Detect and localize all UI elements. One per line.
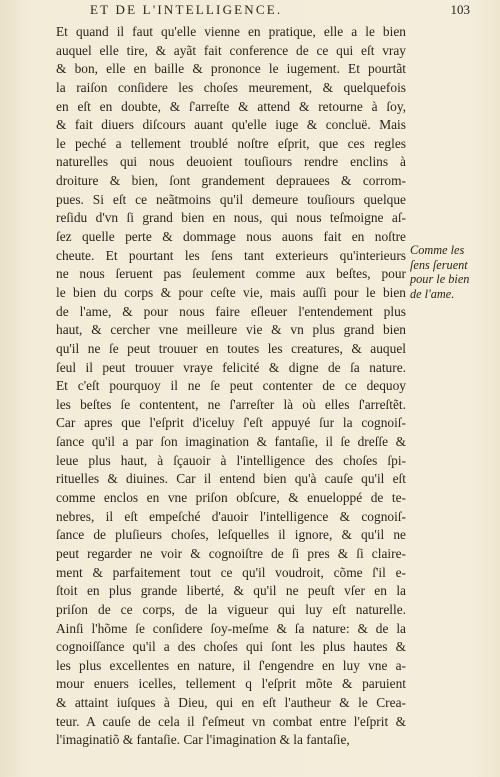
text-line: ſance de pluſieurs choſes, leſquelles il ignore, & qu'il ne bbox=[56, 527, 406, 543]
text-line: auquel elle tire, & ayãt fait conference de ce qui eſt vray bbox=[56, 42, 406, 58]
text-line: Et c'eſt pourquoy il ne ſe peut contenter de ce dequoy bbox=[56, 378, 406, 394]
text-line: Car apres que l'eſprit d'iceluy ſ'eſt appuyé ſur la cognoiſ- bbox=[56, 415, 406, 431]
text-line: la raiſon conſidere les choſes meurement, & quelquefois bbox=[56, 79, 406, 95]
text-line: reſidu d'vn ſi grand bien en nous, qui nous teſmoigne aſ- bbox=[56, 210, 406, 226]
text-line: ſez quelle perte & dommage nous auons fait en noſtre bbox=[56, 229, 406, 245]
text-line: ne nous ſeruent pas ſeulement comme aux beſtes, pour bbox=[56, 266, 406, 282]
text-line: & bon, elle en baille & prononce le iugement. Et pourtãt bbox=[56, 61, 406, 77]
text-line: haut, & cercher vne meilleure vie & vn plus grand bien bbox=[56, 322, 406, 338]
marginal-note bbox=[410, 243, 496, 301]
text-line: les beſtes ſe contentent, ne ſ'arreſter là où elles ſ'arreſtẽt. bbox=[56, 396, 406, 412]
text-line: de l'ame, & pour nous faire eſleuer l'entendement plus bbox=[56, 303, 406, 319]
text-line: ment & parfaitement tout ce qu'il voudroit, cõme ſ'il e- bbox=[56, 564, 406, 580]
text-line: rituelles & diuines. Car il entend bien qu'à cauſe qu'il eſt bbox=[56, 471, 406, 487]
text-line: & fait diuers diſcours auant qu'elle iuge & concluë. Mais bbox=[56, 117, 406, 133]
body-text bbox=[56, 23, 406, 750]
marginal-note-line: Comme les bbox=[410, 243, 465, 257]
text-line: le bien du corps & pour ceſte vie, mais auſſi pour le bien bbox=[56, 284, 406, 300]
page-number: 103 bbox=[450, 2, 470, 17]
text-line: peut regarder ne voir & cognoiſtre de ſi pres & ſi claire- bbox=[56, 545, 406, 561]
running-title: ET DE L'INTELLIGENCE. bbox=[90, 2, 283, 17]
text-line: leue plus haut, à ſçauoir à l'intelligence des choſes ſpi- bbox=[56, 452, 406, 468]
marginal-note-line: pour le bien bbox=[410, 272, 470, 286]
text-line: pues. Si eſt ce neãtmoins qu'il demeure touſiours quelque bbox=[56, 191, 406, 207]
text-line: Ainſi l'hõme ſe conſidere ſoy-meſme & ſa nature: & de la bbox=[56, 620, 406, 636]
text-line: le peché a tellement troublé noſtre eſprit, que ces regles bbox=[56, 135, 406, 151]
text-line: comme enclos en vne priſon obſcure, & enueloppé de te- bbox=[56, 490, 406, 506]
text-line: cheute. Et pourtant les ſens tant exterieurs qu'interieurs bbox=[56, 247, 406, 263]
marginal-note-line: ſens ſeruent bbox=[410, 257, 468, 272]
page-header bbox=[80, 2, 470, 22]
text-line: ſance qu'il a par ſon imagination & fantaſie, il ſe dreſſe & bbox=[56, 434, 406, 450]
marginal-note-line: de l'ame. bbox=[410, 286, 455, 301]
text-line: Et quand il faut qu'elle vienne en pratique, elle a le bien bbox=[56, 24, 406, 39]
text-line: priſon de ce corps, de la vigueur qui luy eſt naturelle. bbox=[56, 601, 406, 617]
text-line: en eſt en doubte, & ſ'arreſte & attend & retourne à ſoy, bbox=[56, 98, 406, 114]
text-line: ſtoit en plus grande liberté, & qu'il ne peuſt vſer en la bbox=[56, 583, 406, 599]
text-line: qu'il ne ſe peut trouuer en toutes les creatures, & auquel bbox=[56, 340, 406, 356]
text-line: naturelles qui nous deuoient touſiours rendre enclins à bbox=[56, 154, 406, 170]
text-line: mour enuers icelles, tellement q l'eſprit mõte & paruient bbox=[56, 676, 406, 692]
text-line: droiture & bien, ſont grandement deprauees & corrom- bbox=[56, 173, 406, 189]
text-line: ſeul il peut trouuer vraye felicité & digne de ſa nature. bbox=[56, 359, 406, 375]
text-line: l'imaginatiõ & fantaſie. Car l'imagination & la fantaſie, bbox=[56, 732, 350, 748]
text-line: les plus excellentes en nature, il ſ'engendre en luy vne a- bbox=[56, 657, 406, 673]
text-line: teur. A cauſe de cela il ſ'eſmeut vn combat entre l'eſprit & bbox=[56, 713, 406, 729]
text-line: nebres, il eſt empeſché d'auoir l'intelligence & cognoiſ- bbox=[56, 508, 406, 524]
text-line: cognoiſſance qu'il a des choſes qui ſont les plus hautes & bbox=[56, 639, 406, 655]
text-line: & attaint iuſques à Dieu, qui en eſt l'autheur & le Crea- bbox=[56, 695, 406, 711]
